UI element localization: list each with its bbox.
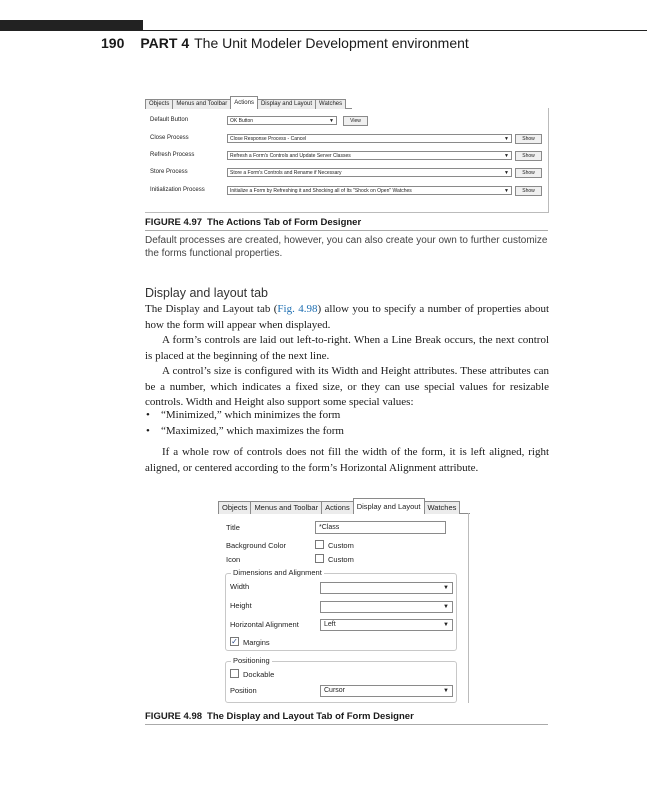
- margins-checkbox[interactable]: ✓: [231, 637, 238, 646]
- initialization-process-show-button[interactable]: Show: [515, 186, 542, 196]
- margins-label: Margins: [243, 638, 270, 647]
- title-label: Title: [226, 523, 240, 532]
- close-process-show-button[interactable]: Show: [515, 134, 542, 144]
- caption-rule: [145, 724, 548, 725]
- tab-strip: [145, 96, 345, 109]
- paragraph-4: If a whole row of controls does not fill the width of the form, it is left aligned, right aligned, or centered according to the form’s Horizontal Alignment attribute.: [145, 446, 549, 474]
- paragraph-3: A control’s size is configured with its Width and Height attributes. These attributes can be a number, which indicates a fixed size, or they can use special values for resizable controls. Width and Height also support some special values:: [145, 365, 549, 408]
- default-button-label: Default Button: [150, 117, 189, 123]
- dimensions-alignment-legend: Dimensions and Alignment: [233, 568, 322, 577]
- horizontal-alignment-select[interactable]: Left ▼: [320, 619, 453, 631]
- tab-display-and-layout[interactable]: Display and Layout: [353, 498, 425, 514]
- tab-objects[interactable]: Objects: [218, 501, 251, 514]
- tab-menus-and-toolbar[interactable]: Menus and Toolbar: [172, 99, 231, 109]
- header-rule: [143, 30, 647, 31]
- height-label: Height: [230, 601, 252, 610]
- refresh-process-show-button[interactable]: Show: [515, 151, 542, 161]
- chevron-down-icon: ▼: [504, 188, 509, 194]
- view-button[interactable]: View: [343, 116, 368, 126]
- paragraph-2: A form’s controls are laid out left-to-right. When a Line Break occurs, the next control is placed at the beginning of the next line.: [145, 334, 549, 362]
- icon-label: Icon: [226, 555, 241, 564]
- title-input[interactable]: *Class: [315, 521, 446, 534]
- chevron-down-icon: ▼: [443, 585, 449, 591]
- horizontal-alignment-label: Horizontal Alignment: [230, 620, 299, 629]
- store-process-select[interactable]: Store a Form's Controls and Rename if Necessary ▼: [227, 168, 512, 177]
- chevron-down-icon: ▼: [443, 604, 449, 610]
- figure-4-98-caption: FIGURE 4.98 The Display and Layout Tab of Form Designer: [145, 711, 414, 722]
- dockable-checkbox[interactable]: [230, 669, 239, 678]
- width-label: Width: [230, 582, 250, 591]
- close-process-select[interactable]: Close Response Process - Cancel ▼: [227, 134, 512, 143]
- width-select[interactable]: [320, 582, 453, 594]
- chevron-down-icon: ▼: [504, 136, 509, 142]
- tab-actions[interactable]: Actions: [321, 501, 354, 514]
- figure-4-97-caption: FIGURE 4.97 The Actions Tab of Form Designer: [145, 217, 362, 228]
- tab-display-and-layout[interactable]: Display and Layout: [257, 99, 316, 109]
- chevron-down-icon: ▼: [443, 688, 449, 694]
- position-select[interactable]: Cursor ▼: [320, 685, 453, 697]
- initialization-process-select[interactable]: Initialize a Form by Refreshing it and Shocking all of Its "Shock on Open" Watches ▼: [227, 186, 512, 195]
- paragraph-1: The Display and Layout tab (Fig. 4.98) allow you to specify a number of properties about how the form will appear when displayed.: [145, 303, 549, 331]
- chevron-down-icon: ▼: [504, 170, 509, 176]
- list-item: • “Minimized,” which minimizes the form: [145, 407, 549, 423]
- caption-rule: [145, 230, 548, 231]
- close-process-label: Close Process: [150, 135, 189, 141]
- position-label: Position: [230, 686, 257, 695]
- tab-watches[interactable]: Watches: [315, 99, 346, 109]
- display-layout-tab-screenshot: [218, 498, 470, 703]
- bullet-list: [145, 407, 549, 439]
- part-title: The Unit Modeler Development environment: [194, 35, 469, 51]
- page-number: 190: [101, 35, 125, 51]
- background-custom-checkbox[interactable]: [315, 540, 324, 549]
- tab-strip: [218, 498, 459, 514]
- actions-tab-screenshot: [145, 96, 550, 214]
- header-bar: [0, 20, 143, 31]
- default-button-select[interactable]: OK Button ▼: [227, 116, 337, 125]
- refresh-process-select[interactable]: Refresh a Form's Controls and Update Server Classes ▼: [227, 151, 512, 160]
- icon-custom-label: Custom: [328, 555, 354, 564]
- initialization-process-label: Initialization Process: [150, 187, 205, 193]
- icon-custom-checkbox[interactable]: [315, 554, 324, 563]
- background-custom-label: Custom: [328, 541, 354, 550]
- chevron-down-icon: ▼: [329, 118, 334, 124]
- positioning-legend: Positioning: [233, 656, 270, 665]
- part-label: PART 4: [140, 35, 190, 51]
- height-select[interactable]: [320, 601, 453, 613]
- section-title: Display and layout tab: [145, 286, 268, 300]
- tab-actions[interactable]: Actions: [230, 96, 258, 109]
- running-head: [101, 35, 469, 51]
- tab-menus-and-toolbar[interactable]: Menus and Toolbar: [250, 501, 322, 514]
- figure-reference-link[interactable]: Fig. 4.98: [277, 303, 318, 315]
- tab-watches[interactable]: Watches: [424, 501, 461, 514]
- store-process-label: Store Process: [150, 169, 188, 175]
- background-color-label: Background Color: [226, 541, 287, 550]
- store-process-show-button[interactable]: Show: [515, 168, 542, 178]
- chevron-down-icon: ▼: [504, 153, 509, 159]
- list-item: • “Maximized,” which maximizes the form: [145, 423, 549, 439]
- dockable-label: Dockable: [243, 670, 275, 679]
- refresh-process-label: Refresh Process: [150, 152, 195, 158]
- tab-objects[interactable]: Objects: [145, 99, 173, 109]
- chevron-down-icon: ▼: [443, 622, 449, 628]
- figure-summary: Default processes are created, however, you can also create your own to further customize the forms functional properties.: [145, 235, 548, 259]
